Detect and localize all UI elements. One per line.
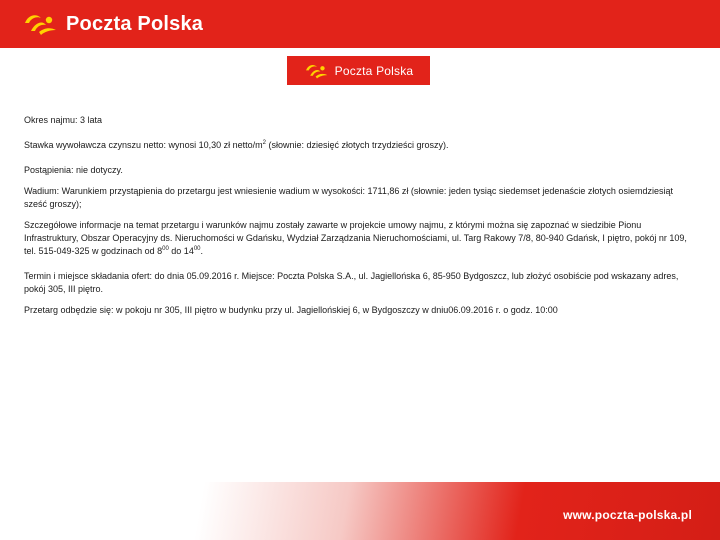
header-logo (22, 11, 203, 37)
rent-rate: Stawka wywoławcza czynszu netto: wynosi 10,30 zł netto/$m^2$ (słownie: dziesięć złotych trzydzieści groszy). (24, 140, 449, 150)
center-logo-brand-name: Poczta Polska (334, 63, 414, 78)
deposit-info: Wadium: Warunkiem przystąpienia do przetargu jest wniesienie wadium w wysokości: 1711,86 zł (słownie: jeden tysiąc siedemset jedenaście złotych osiemdziesiąt sześć groszy); (24, 186, 673, 209)
center-logo (287, 56, 430, 85)
announcement-body (24, 114, 698, 325)
tender-date: Przetarg odbędzie się: w pokoju nr 305, III piętro w budynku przy ul. Jagiellońskiej 6, w Bydgoszczy w dniu06.09.2016 r. o godz. 10:00 (24, 305, 558, 315)
header-bar (0, 0, 720, 48)
poczta-polska-horn-icon (304, 62, 330, 80)
details-info: Szczegółowe informacje na temat przetargu i warunków najmu zostały zawarte w projekcie umowy najmu, z którymi można się zapoznać w siedzibie Pionu Infrastruktury, Obszar Operacyjny ds. Nieruchomości w Gdańsku, Wydział Zarządzania Nieruchomościami, ul. Targ Rakowy 7/8, 80-940 Gdańsk, I piętro, pokój nr 109, tel. 515-049-325 w godzinach od $8^{00}$ do $14^{00}$. (24, 220, 687, 256)
bid-increments: Postąpienia: nie dotyczy. (24, 165, 123, 175)
header-brand-name: Poczta Polska (66, 12, 204, 35)
offer-deadline: Termin i miejsce składania ofert: do dnia 05.09.2016 r. Miejsce: Poczta Polska S.A., ul. Jagiellońska 6, 85-950 Bydgoszcz, lub złożyć osobiście pod wskazany adres, pokój 305, III piętro. (24, 271, 679, 294)
rental-period: Okres najmu: 3 lata (24, 115, 103, 125)
poczta-polska-horn-icon (22, 11, 60, 37)
footer-url: www.poczta-polska.pl (563, 508, 692, 522)
footer-bar (0, 482, 720, 540)
